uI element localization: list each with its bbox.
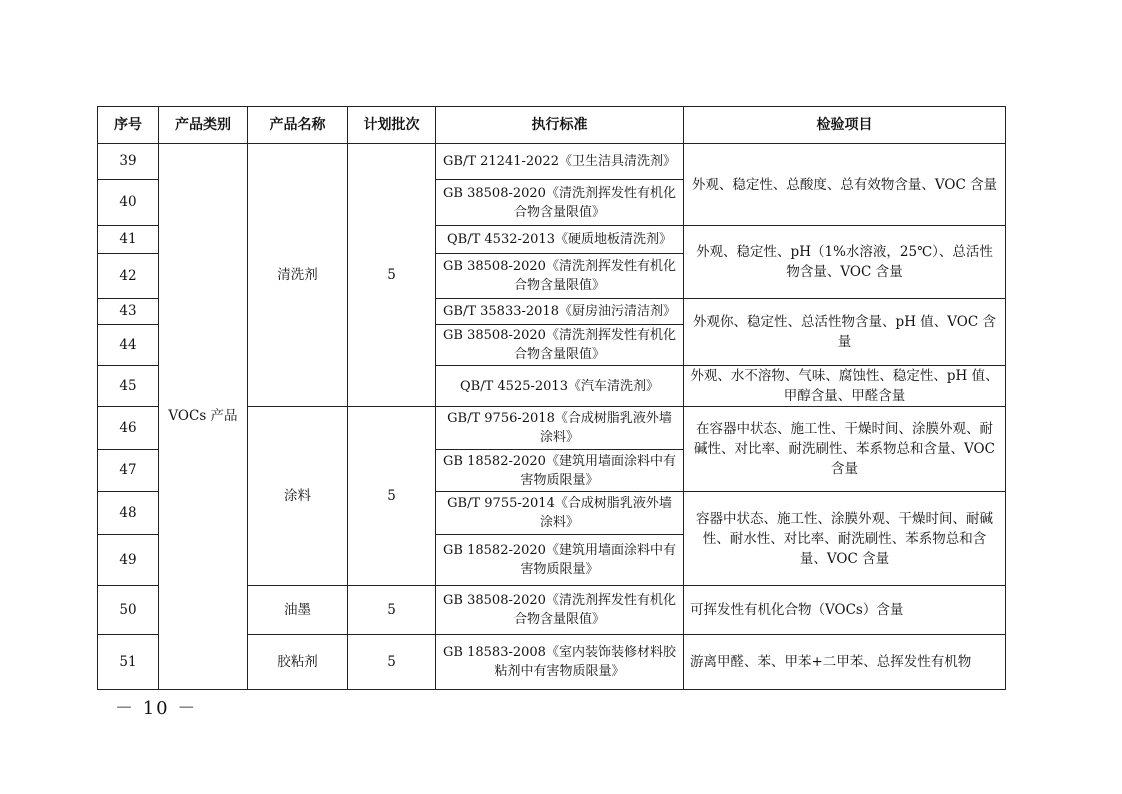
- row-no: 51: [98, 635, 159, 690]
- standard-cell: GB/T 35833-2018《厨房油污清洁剂》: [436, 299, 684, 325]
- standard-cell: GB/T 9756-2018《合成树脂乳液外墙涂料》: [436, 407, 684, 450]
- row-no: 50: [98, 586, 159, 635]
- items-cell: 在容器中状态、施工性、干燥时间、涂膜外观、耐碱性、对比率、耐洗刷性、苯系物总和含量、VOC 含量: [684, 407, 1006, 492]
- standard-cell: GB 38508-2020《清洗剂挥发性有机化合物含量限值》: [436, 586, 684, 635]
- header-row: [98, 107, 1006, 144]
- standard-cell: GB 38508-2020《清洗剂挥发性有机化合物含量限值》: [436, 180, 684, 226]
- items-cell: 外观、稳定性、总酸度、总有效物含量、VOC 含量: [684, 144, 1006, 226]
- batches-cell: 5: [348, 635, 436, 690]
- row-no: 44: [98, 325, 159, 366]
- row-no: 49: [98, 535, 159, 586]
- standard-cell: QB/T 4532-2013《硬质地板清洗剂》: [436, 226, 684, 254]
- batches-cell: 5: [348, 586, 436, 635]
- inspection-table: [97, 106, 1006, 690]
- items-cell: 可挥发性有机化合物（VOCs）含量: [684, 586, 1006, 635]
- page-number: － 10 －: [115, 698, 198, 719]
- items-cell: 容器中状态、施工性、涂膜外观、干燥时间、耐碱性、耐水性、对比率、耐洗刷性、苯系物总和含量、VOC 含量: [684, 492, 1006, 586]
- header-items: 检验项目: [684, 107, 1006, 144]
- row-no: 47: [98, 450, 159, 492]
- header-standard: 执行标准: [436, 107, 684, 144]
- standard-cell: GB/T 9755-2014《合成树脂乳液外墙涂料》: [436, 492, 684, 535]
- row-no: 39: [98, 144, 159, 180]
- header-batches: 计划批次: [348, 107, 436, 144]
- standard-cell: GB 38508-2020《清洗剂挥发性有机化合物含量限值》: [436, 254, 684, 299]
- row-no: 40: [98, 180, 159, 226]
- header-no: 序号: [98, 107, 159, 144]
- row-no: 43: [98, 299, 159, 325]
- standard-cell: GB 18582-2020《建筑用墙面涂料中有害物质限量》: [436, 535, 684, 586]
- standard-cell: GB 38508-2020《清洗剂挥发性有机化合物含量限值》: [436, 325, 684, 366]
- row-no: 48: [98, 492, 159, 535]
- items-cell: 外观、稳定性、pH（1%水溶液，25℃）、总活性物含量、VOC 含量: [684, 226, 1006, 299]
- header-category: 产品类别: [159, 107, 248, 144]
- table-row: [98, 144, 1006, 180]
- row-no: 46: [98, 407, 159, 450]
- standard-cell: QB/T 4525-2013《汽车清洗剂》: [436, 366, 684, 407]
- standard-cell: GB 18583-2008《室内装饰装修材料胶粘剂中有害物质限量》: [436, 635, 684, 690]
- items-cell: 游离甲醛、苯、甲苯+二甲苯、总挥发性有机物: [684, 635, 1006, 690]
- row-no: 45: [98, 366, 159, 407]
- header-product-name: 产品名称: [248, 107, 348, 144]
- category-cell: VOCs 产品: [159, 144, 248, 690]
- items-cell: 外观、水不溶物、气味、腐蚀性、稳定性、pH 值、甲醇含量、甲醛含量: [684, 366, 1006, 407]
- items-cell: 外观你、稳定性、总活性物含量、pH 值、VOC 含量: [684, 299, 1006, 366]
- product-name-cell: 清洗剂: [248, 144, 348, 407]
- row-no: 42: [98, 254, 159, 299]
- standard-cell: GB/T 21241-2022《卫生洁具清洗剂》: [436, 144, 684, 180]
- batches-cell: 5: [348, 144, 436, 407]
- batches-cell: 5: [348, 407, 436, 586]
- product-name-cell: 胶粘剂: [248, 635, 348, 690]
- product-name-cell: 涂料: [248, 407, 348, 586]
- product-name-cell: 油墨: [248, 586, 348, 635]
- row-no: 41: [98, 226, 159, 254]
- standard-cell: GB 18582-2020《建筑用墙面涂料中有害物质限量》: [436, 450, 684, 492]
